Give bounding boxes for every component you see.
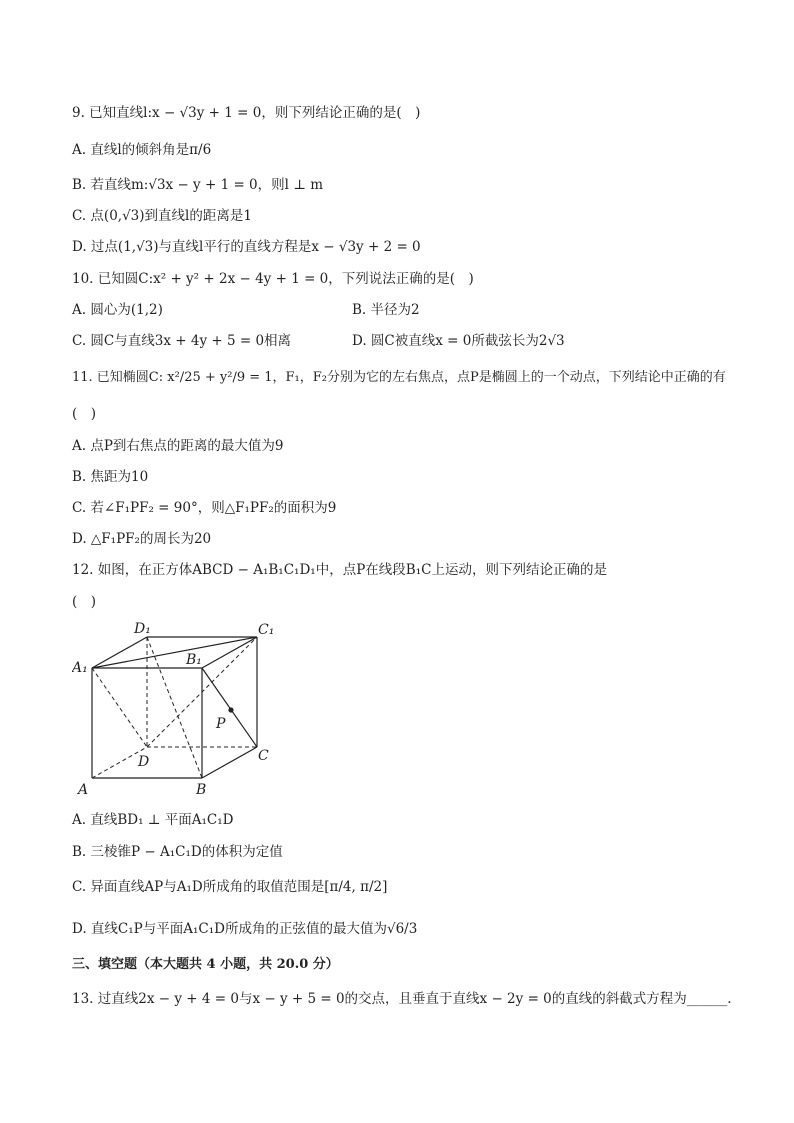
q11-option-d: D. △F₁PF₂的周长为20 bbox=[72, 531, 212, 547]
q11-option-c: C. 若∠F₁PF₂ = 90°，则△F₁PF₂的面积为9 bbox=[72, 500, 337, 516]
label-d1: D₁ bbox=[134, 621, 151, 637]
q12-stem: 12. 如图，在正方体ABCD − A₁B₁C₁D₁中，点P在线段B₁C上运动，则下列结论正确的是 bbox=[72, 562, 607, 578]
q9-option-b: B. 若直线m:√3x − y + 1 = 0，则l ⊥ m bbox=[72, 177, 324, 193]
q12-paren: ( ) bbox=[72, 594, 97, 610]
q10-option-d: D. 圆C被直线x = 0所截弦长为2√3 bbox=[352, 333, 565, 349]
q10-option-a: A. 圆心为(1,2) bbox=[72, 302, 163, 318]
label-c1: C₁ bbox=[258, 622, 275, 638]
label-d: D bbox=[138, 754, 150, 770]
label-a: A bbox=[78, 782, 89, 798]
q13-stem: 13. 过直线2x − y + 4 = 0与x − y + 5 = 0的交点，且垂直于直线x − 2y = 0的直线的斜截式方程为______. bbox=[72, 991, 732, 1007]
label-b1: B₁ bbox=[186, 652, 202, 668]
q12-option-b: B. 三棱锥P − A₁C₁D的体积为定值 bbox=[72, 844, 283, 860]
q12-option-c: C. 异面直线AP与A₁D所成角的取值范围是[π/4, π/2] bbox=[72, 879, 388, 895]
q11-option-a: A. 点P到右焦点的距离的最大值为9 bbox=[72, 438, 284, 454]
q10-option-b: B. 半径为2 bbox=[352, 302, 420, 318]
q12-option-a: A. 直线BD₁ ⊥ 平面A₁C₁D bbox=[72, 812, 234, 828]
cube-figure bbox=[72, 620, 282, 800]
label-a1: A₁ bbox=[72, 660, 88, 676]
q11-paren: ( ) bbox=[72, 406, 97, 422]
section-3-heading: 三、填空题（本大题共 4 小题，共 20.0 分） bbox=[72, 957, 339, 972]
q10-stem: 10. 已知圆C:x² + y² + 2x − 4y + 1 = 0，下列说法正确的是( ) bbox=[72, 271, 474, 287]
q9-option-d: D. 过点(1,√3)与直线l平行的直线方程是x − √3y + 2 = 0 bbox=[72, 239, 421, 255]
q9-stem: 9. 已知直线l:x − √3y + 1 = 0，则下列结论正确的是( ) bbox=[72, 105, 421, 121]
point-p-dot bbox=[228, 707, 233, 712]
q9-option-a: A. 直线l的倾斜角是π/6 bbox=[72, 142, 212, 158]
q12-option-d: D. 直线C₁P与平面A₁C₁D所成角的正弦值的最大值为√6/3 bbox=[72, 921, 418, 937]
q11-stem: 11. 已知椭圆C: x²/25 + y²/9 = 1，F₁，F₂分别为它的左右焦点，点P是椭圆上的一个动点，下列结论中正确的有 bbox=[72, 370, 726, 385]
label-c: C bbox=[258, 748, 269, 764]
label-p: P bbox=[216, 716, 226, 732]
label-b: B bbox=[196, 782, 207, 798]
q9-option-c: C. 点(0,√3)到直线l的距离是1 bbox=[72, 208, 252, 224]
q10-option-c: C. 圆C与直线3x + 4y + 5 = 0相离 bbox=[72, 333, 292, 349]
q11-option-b: B. 焦距为10 bbox=[72, 469, 149, 485]
